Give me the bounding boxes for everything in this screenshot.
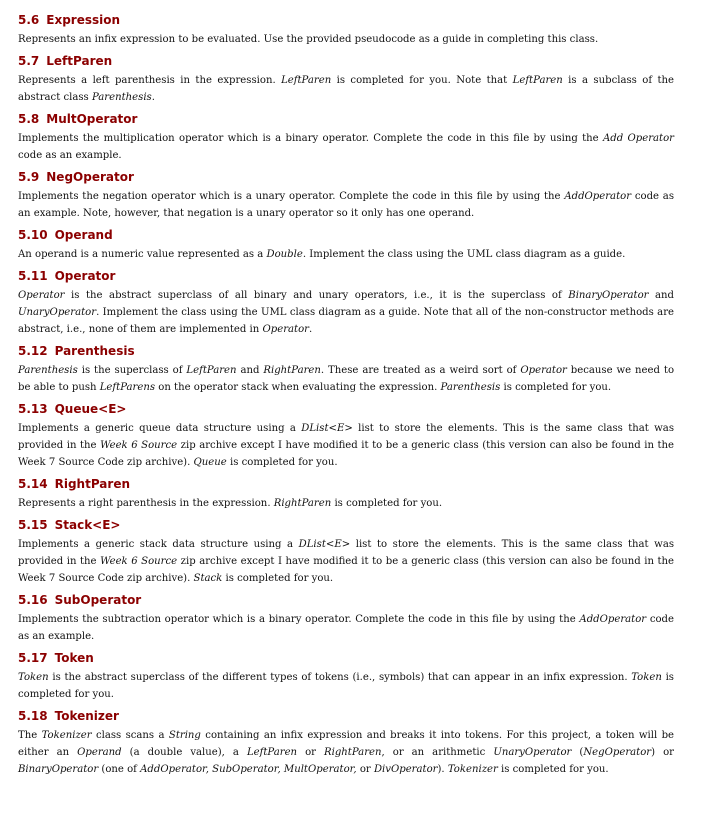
section-leftparen	[18, 53, 674, 106]
section-paragraph: Parenthesis is the superclass of LeftParen and RightParen. These are treated as a weird sort of Operator because we need to be able to push LeftParens on the operator stack when evaluating the expression. Parenthesis is completed for you.	[18, 365, 675, 393]
section-heading	[18, 169, 674, 185]
section-title: LeftParen	[46, 54, 113, 68]
section-title: Tokenizer	[54, 709, 119, 723]
section-paragraph: Token is the abstract superclass of the different types of tokens (i.e., symbols) that can appear in an infix expression. Token is completed for you.	[18, 672, 674, 700]
section-heading	[18, 708, 674, 724]
section-title: Operator	[54, 269, 116, 283]
section-paragraph: An operand is a numeric value represented as a Double. Implement the class using the UML class diagram as a guide.	[18, 249, 626, 260]
section-operand	[18, 227, 674, 263]
section-parenthesis	[18, 343, 674, 396]
section-paragraph: Implements the subtraction operator which is a binary operator. Complete the code in this file by using the AddOperator code as an example.	[18, 614, 674, 642]
section-paragraph: Implements the multiplication operator which is a binary operator. Complete the code in this file by using the Add Operator code as an example.	[18, 133, 674, 161]
section-queue	[18, 401, 674, 471]
section-title: SubOperator	[54, 593, 142, 607]
section-title: MultOperator	[46, 112, 138, 126]
section-paragraph: Represents an infix expression to be evaluated. Use the provided pseudocode as a guide in completing this class.	[18, 34, 599, 45]
section-number: 5.14	[18, 477, 48, 491]
section-number: 5.16	[18, 593, 48, 607]
section-heading	[18, 53, 674, 69]
document-page	[18, 12, 674, 778]
section-number: 5.13	[18, 402, 48, 416]
section-number: 5.6	[18, 13, 40, 27]
section-heading	[18, 111, 674, 127]
section-number: 5.9	[18, 170, 40, 184]
section-expression	[18, 12, 674, 48]
section-paragraph: Implements a generic queue data structure using a DList<E> list to store the elements. This is the same class that was provided in the Week 6 Source zip archive except I have modified it to be a generic class (this version can also be found in the Week 7 Source Code zip archive). Queue is completed for you.	[18, 423, 675, 468]
section-heading	[18, 401, 674, 417]
section-heading	[18, 650, 674, 666]
section-operator	[18, 268, 674, 338]
section-heading	[18, 517, 674, 533]
section-heading	[18, 476, 674, 492]
section-multoperator	[18, 111, 674, 164]
section-paragraph: Implements the negation operator which is a unary operator. Complete the code in this file by using the AddOperator code as an example. Note, however, that negation is a unary operator so it only has one operand.	[18, 191, 674, 219]
section-number: 5.18	[18, 709, 48, 723]
section-number: 5.8	[18, 112, 40, 126]
section-number: 5.17	[18, 651, 48, 665]
section-paragraph: Represents a right parenthesis in the expression. RightParen is completed for you.	[18, 498, 443, 509]
section-token	[18, 650, 674, 703]
section-suboperator	[18, 592, 674, 645]
section-title: RightParen	[54, 477, 131, 491]
section-number: 5.15	[18, 518, 48, 532]
section-paragraph: Operator is the abstract superclass of all binary and unary operators, i.e., it is the superclass of BinaryOperator and UnaryOperator. Implement the class using the UML class diagram as a guide. Note that all of the non-constructor methods are abstract, i.e., none of them are implemented in Operator.	[18, 290, 674, 335]
section-heading	[18, 12, 674, 28]
section-stack	[18, 517, 674, 587]
section-number: 5.11	[18, 269, 48, 283]
section-heading	[18, 227, 674, 243]
section-rightparen	[18, 476, 674, 512]
section-heading	[18, 343, 674, 359]
section-tokenizer	[18, 708, 674, 778]
section-title: NegOperator	[46, 170, 134, 184]
section-paragraph: The Tokenizer class scans a String containing an infix expression and breaks it into tokens. For this project, a token will be either an Operand (a double value), a LeftParen or RightParen, or an arithmetic UnaryOperator (NegOperator) or BinaryOperator (one of AddOperator, SubOperator, MultOperator, or DivOperator). Tokenizer is completed for you.	[18, 730, 674, 775]
section-number: 5.12	[18, 344, 48, 358]
section-number: 5.7	[18, 54, 40, 68]
section-title: Parenthesis	[54, 344, 135, 358]
section-title: Operand	[54, 228, 113, 242]
section-negoperator	[18, 169, 674, 222]
section-title: Queue<E>	[54, 402, 127, 416]
section-heading	[18, 268, 674, 284]
section-paragraph: Represents a left parenthesis in the expression. LeftParen is completed for you. Note that LeftParen is a subclass of the abstract class Parenthesis.	[18, 75, 674, 103]
section-title: Expression	[46, 13, 121, 27]
section-paragraph: Implements a generic stack data structure using a DList<E> list to store the elements. This is the same class that was provided in the Week 6 Source zip archive except I have modified it to be a generic class (this version can also be found in the Week 7 Source Code zip archive). Stack is completed for you.	[18, 539, 675, 584]
section-title: Stack<E>	[54, 518, 121, 532]
section-number: 5.10	[18, 228, 48, 242]
section-heading	[18, 592, 674, 608]
section-title: Token	[54, 651, 94, 665]
